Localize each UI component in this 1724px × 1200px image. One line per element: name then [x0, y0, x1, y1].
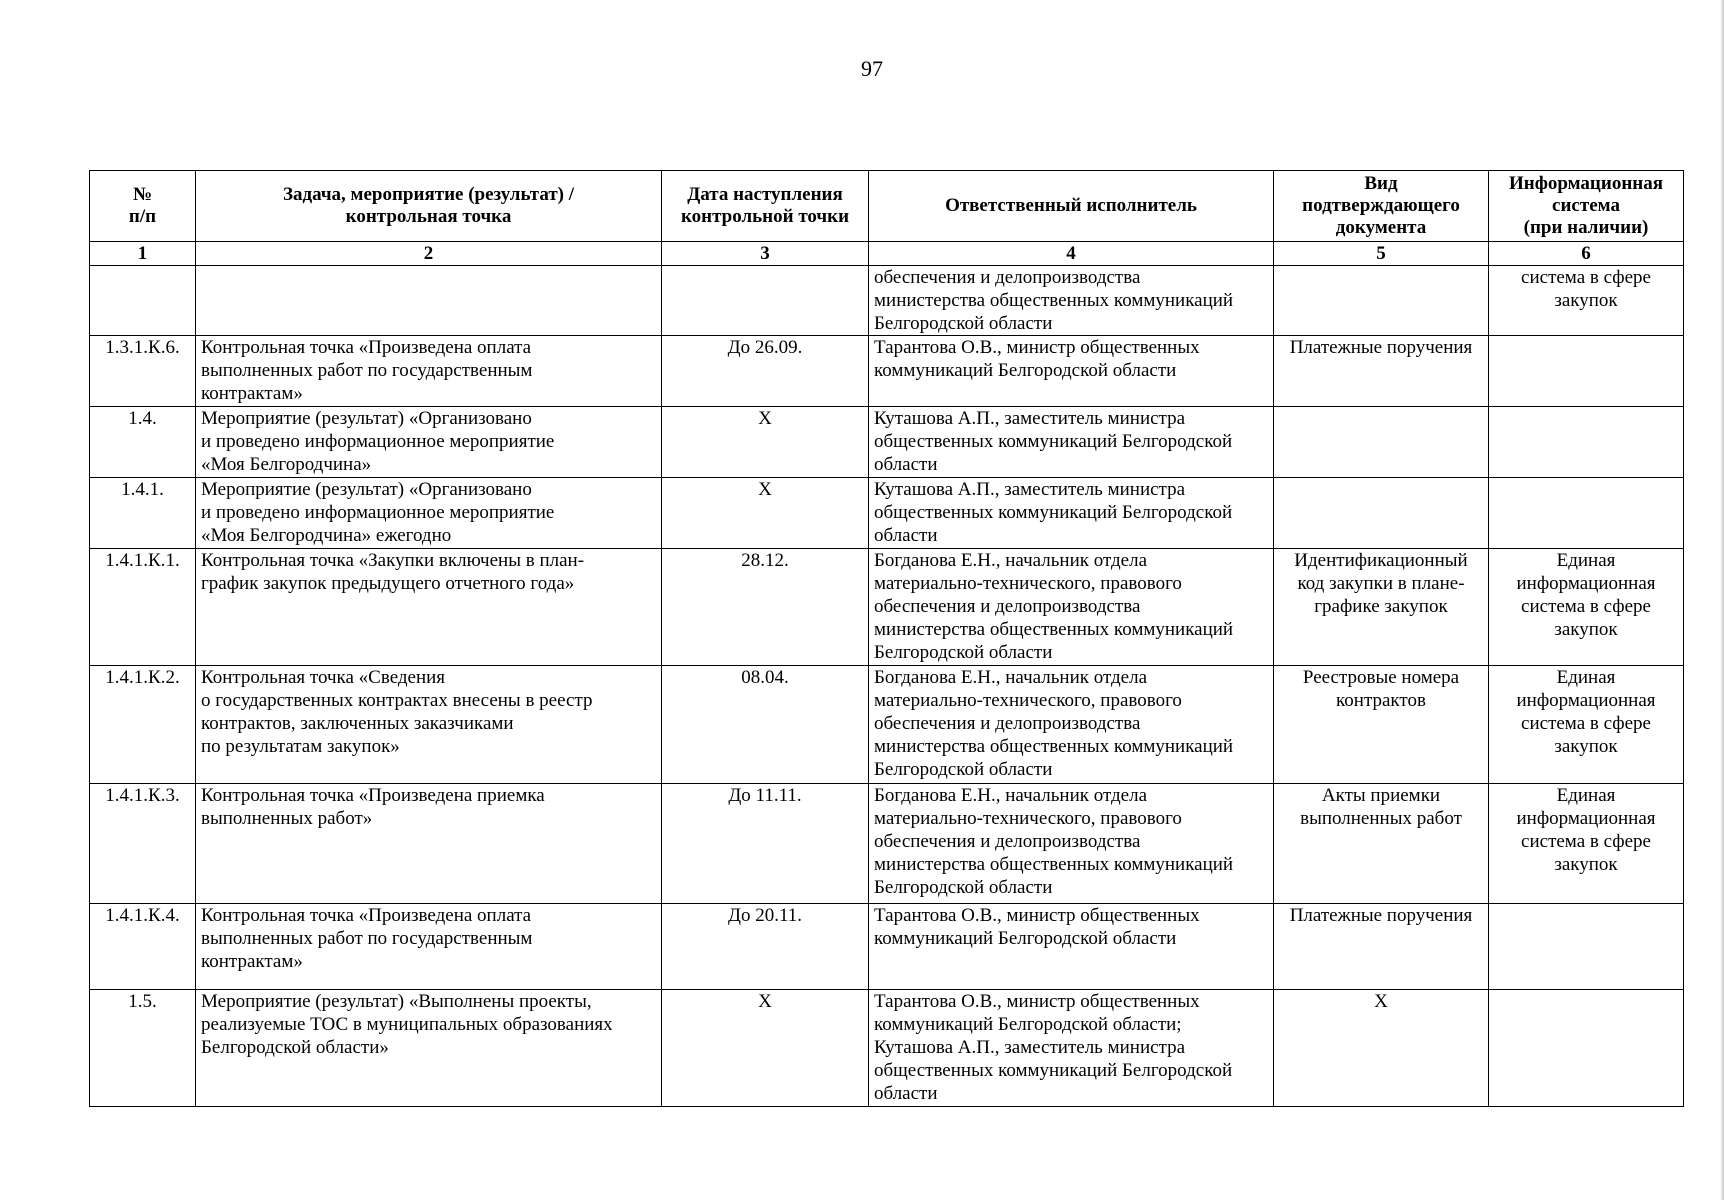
- cell-number: [90, 266, 196, 336]
- cell-date: До 26.09.: [662, 336, 869, 407]
- cell-number: 1.4.1.К.3.: [90, 784, 196, 904]
- cell-task: Контрольная точка «Закупки включены в план- график закупок предыдущего отчетного года»: [196, 549, 662, 666]
- cell-date: 08.04.: [662, 666, 869, 784]
- cell-system: система в сфере закупок: [1489, 266, 1684, 336]
- column-number-5: 5: [1274, 242, 1489, 266]
- cell-date: До 11.11.: [662, 784, 869, 904]
- header-task: Задача, мероприятие (результат) / контрольная точка: [196, 171, 662, 242]
- cell-responsible: Тарантова О.В., министр общественных коммуникаций Белгородской области: [869, 904, 1274, 990]
- table-row: [90, 784, 1684, 904]
- column-number-3: 3: [662, 242, 869, 266]
- cell-task: [196, 266, 662, 336]
- cell-document: [1274, 478, 1489, 549]
- cell-task: Мероприятие (результат) «Выполнены проекты, реализуемые ТОС в муниципальных образованиях Белгородской области»: [196, 990, 662, 1107]
- column-number-6: 6: [1489, 242, 1684, 266]
- cell-system: [1489, 336, 1684, 407]
- cell-system: Единая информационная система в сфере закупок: [1489, 666, 1684, 784]
- cell-number: 1.5.: [90, 990, 196, 1107]
- cell-task: Мероприятие (результат) «Организовано и проведено информационное мероприятие «Моя Белгородчина»: [196, 407, 662, 478]
- cell-system: [1489, 904, 1684, 990]
- cell-responsible: Куташова А.П., заместитель министра общественных коммуникаций Белгородской области: [869, 478, 1274, 549]
- header-number: № п/п: [90, 171, 196, 242]
- cell-task: Контрольная точка «Произведена оплата выполненных работ по государственным контрактам»: [196, 336, 662, 407]
- cell-document: Реестровые номера контрактов: [1274, 666, 1489, 784]
- cell-responsible: Тарантова О.В., министр общественных коммуникаций Белгородской области; Куташова А.П., заместитель министра общественных коммуникаций Белгородской области: [869, 990, 1274, 1107]
- cell-number: 1.4.1.: [90, 478, 196, 549]
- table-row: [90, 478, 1684, 549]
- header-responsible: Ответственный исполнитель: [869, 171, 1274, 242]
- table-row: [90, 549, 1684, 666]
- cell-task: Контрольная точка «Произведена приемка выполненных работ»: [196, 784, 662, 904]
- header-document: Вид подтверждающего документа: [1274, 171, 1489, 242]
- header-system: Информационная система (при наличии): [1489, 171, 1684, 242]
- cell-number: 1.3.1.К.6.: [90, 336, 196, 407]
- cell-date: Х: [662, 478, 869, 549]
- table-header-row: [90, 171, 1684, 242]
- cell-responsible: Богданова Е.Н., начальник отдела материально-технического, правового обеспечения и делопроизводства министерства общественных коммуникаций Белгородской области: [869, 784, 1274, 904]
- cell-date: Х: [662, 990, 869, 1107]
- cell-number: 1.4.: [90, 407, 196, 478]
- cell-date: До 20.11.: [662, 904, 869, 990]
- scan-top-edge: [0, 0, 1724, 3]
- cell-document: Акты приемки выполненных работ: [1274, 784, 1489, 904]
- table-row: [90, 266, 1684, 336]
- cell-document: Идентификационный код закупки в плане- графике закупок: [1274, 549, 1489, 666]
- table-row: [90, 336, 1684, 407]
- cell-number: 1.4.1.К.4.: [90, 904, 196, 990]
- cell-system: Единая информационная система в сфере закупок: [1489, 549, 1684, 666]
- table-row: [90, 904, 1684, 990]
- cell-system: [1489, 478, 1684, 549]
- header-date: Дата наступления контрольной точки: [662, 171, 869, 242]
- cell-date: Х: [662, 407, 869, 478]
- column-number-1: 1: [90, 242, 196, 266]
- cell-task: Мероприятие (результат) «Организовано и проведено информационное мероприятие «Моя Белгородчина» ежегодно: [196, 478, 662, 549]
- page-number: 97: [861, 56, 883, 81]
- scan-right-edge: [1720, 0, 1724, 1200]
- cell-number: 1.4.1.К.2.: [90, 666, 196, 784]
- cell-responsible: Куташова А.П., заместитель министра общественных коммуникаций Белгородской области: [869, 407, 1274, 478]
- cell-system: [1489, 990, 1684, 1107]
- column-number-row: [90, 242, 1684, 266]
- cell-document: [1274, 407, 1489, 478]
- cell-system: [1489, 407, 1684, 478]
- implementation-plan-table: [89, 170, 1684, 1107]
- cell-system: Единая информационная система в сфере закупок: [1489, 784, 1684, 904]
- cell-responsible: обеспечения и делопроизводства министерства общественных коммуникаций Белгородской области: [869, 266, 1274, 336]
- table-row: [90, 990, 1684, 1107]
- cell-task: Контрольная точка «Сведения о государственных контрактах внесены в реестр контрактов, заключенных заказчиками по результатам закупок»: [196, 666, 662, 784]
- cell-responsible: Богданова Е.Н., начальник отдела материально-технического, правового обеспечения и делопроизводства министерства общественных коммуникаций Белгородской области: [869, 549, 1274, 666]
- cell-date: [662, 266, 869, 336]
- cell-number: 1.4.1.К.1.: [90, 549, 196, 666]
- cell-document: Х: [1274, 990, 1489, 1107]
- cell-responsible: Тарантова О.В., министр общественных коммуникаций Белгородской области: [869, 336, 1274, 407]
- cell-document: Платежные поручения: [1274, 336, 1489, 407]
- table-row: [90, 666, 1684, 784]
- cell-document: Платежные поручения: [1274, 904, 1489, 990]
- table-row: [90, 407, 1684, 478]
- column-number-2: 2: [196, 242, 662, 266]
- cell-date: 28.12.: [662, 549, 869, 666]
- cell-responsible: Богданова Е.Н., начальник отдела материально-технического, правового обеспечения и делопроизводства министерства общественных коммуникаций Белгородской области: [869, 666, 1274, 784]
- column-number-4: 4: [869, 242, 1274, 266]
- cell-task: Контрольная точка «Произведена оплата выполненных работ по государственным контрактам»: [196, 904, 662, 990]
- cell-document: [1274, 266, 1489, 336]
